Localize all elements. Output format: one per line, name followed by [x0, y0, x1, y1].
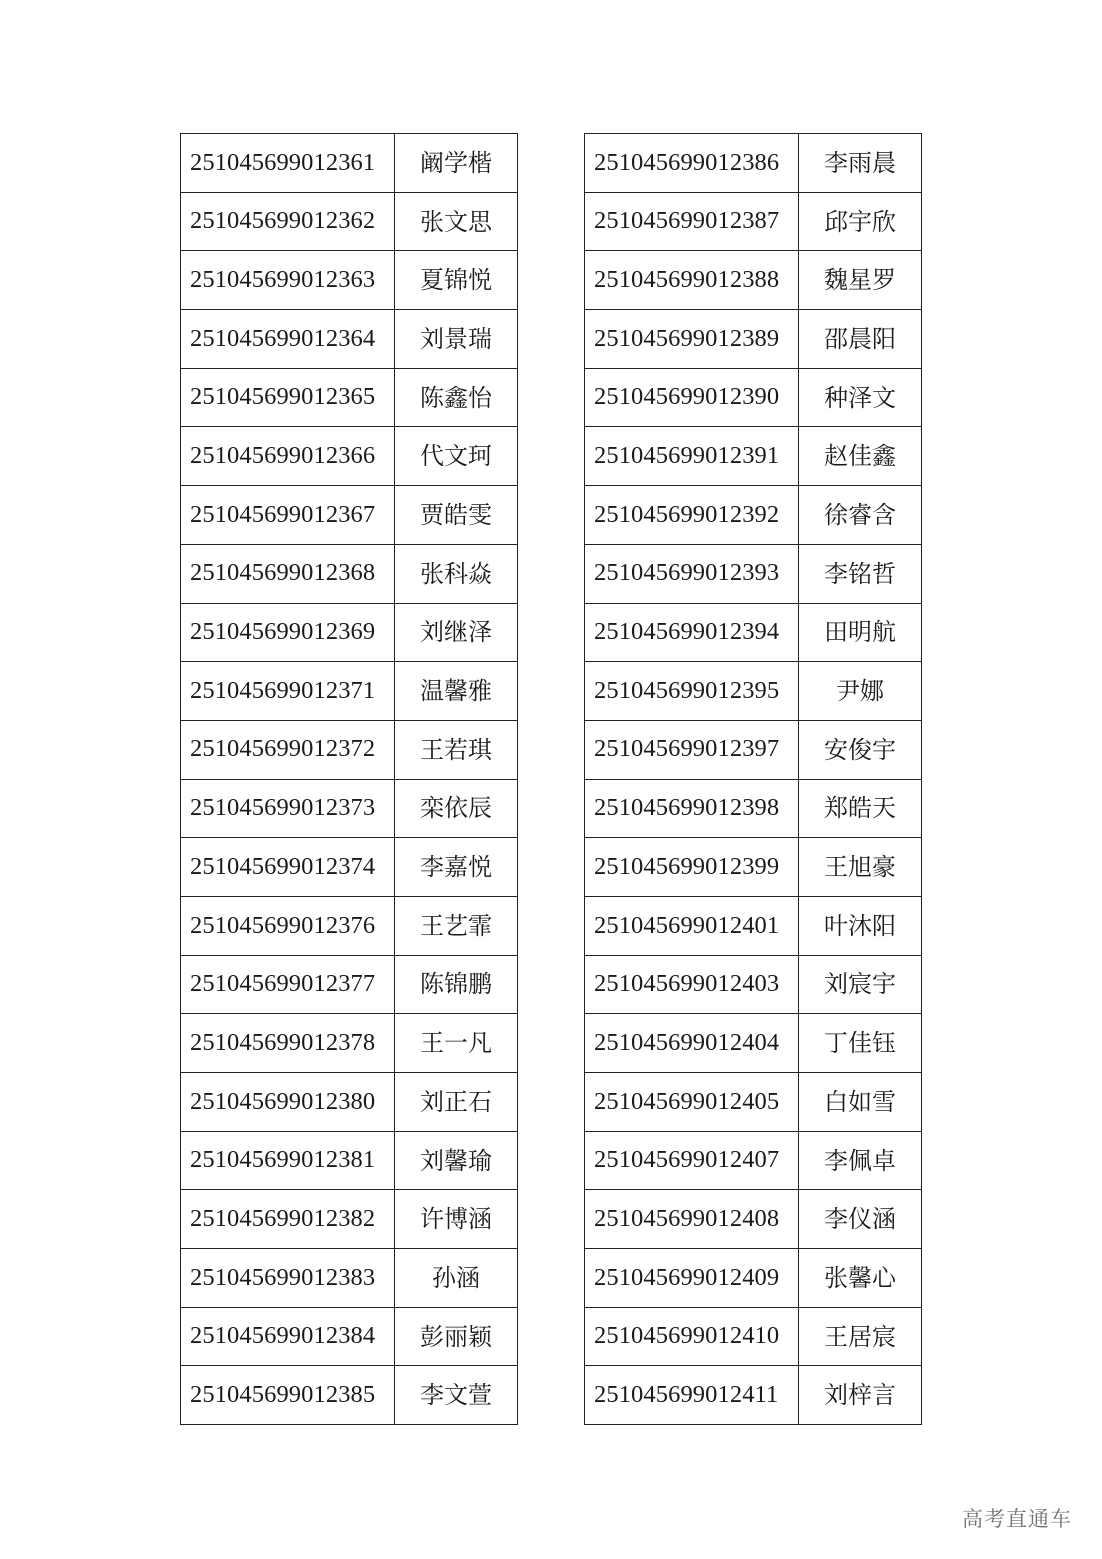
student-name-cell: 赵佳鑫 [799, 427, 922, 486]
exam-number-cell: 251045699012363 [181, 251, 395, 310]
table-row [585, 603, 922, 662]
table-row [585, 955, 922, 1014]
exam-number-cell: 251045699012404 [585, 1014, 799, 1073]
student-name-cell: 张科焱 [395, 544, 518, 603]
table-row [585, 134, 922, 193]
exam-number-cell: 251045699012394 [585, 603, 799, 662]
student-name-cell: 叶沐阳 [799, 896, 922, 955]
table-body-right [585, 134, 922, 1425]
student-name-cell: 李佩卓 [799, 1131, 922, 1190]
exam-number-cell: 251045699012387 [585, 192, 799, 251]
student-name-cell: 彭丽颖 [395, 1307, 518, 1366]
student-name-cell: 李嘉悦 [395, 838, 518, 897]
table-row [181, 720, 518, 779]
student-name-cell: 王居宸 [799, 1307, 922, 1366]
exam-number-cell: 251045699012403 [585, 955, 799, 1014]
table-row [181, 838, 518, 897]
table-row [181, 1307, 518, 1366]
exam-number-cell: 251045699012380 [181, 1073, 395, 1132]
table-row [585, 1190, 922, 1249]
table-body-left [181, 134, 518, 1425]
student-name-cell: 种泽文 [799, 368, 922, 427]
table-row [585, 1131, 922, 1190]
table-row [585, 838, 922, 897]
student-name-cell: 郑皓天 [799, 779, 922, 838]
student-name-cell: 王一凡 [395, 1014, 518, 1073]
exam-number-cell: 251045699012381 [181, 1131, 395, 1190]
exam-number-cell: 251045699012385 [181, 1366, 395, 1425]
student-name-cell: 阚学楷 [395, 134, 518, 193]
exam-number-cell: 251045699012407 [585, 1131, 799, 1190]
student-name-cell: 刘宸宇 [799, 955, 922, 1014]
exam-number-cell: 251045699012377 [181, 955, 395, 1014]
table-row [585, 1366, 922, 1425]
student-name-cell: 栾依辰 [395, 779, 518, 838]
student-name-cell: 徐睿含 [799, 486, 922, 545]
table-row [585, 251, 922, 310]
table-row [585, 1014, 922, 1073]
exam-number-cell: 251045699012378 [181, 1014, 395, 1073]
table-row [181, 251, 518, 310]
exam-number-cell: 251045699012367 [181, 486, 395, 545]
student-name-cell: 丁佳钰 [799, 1014, 922, 1073]
table-row [585, 1249, 922, 1308]
student-name-cell: 陈锦鹏 [395, 955, 518, 1014]
student-name-cell: 王若琪 [395, 720, 518, 779]
table-row [585, 896, 922, 955]
table-row [181, 134, 518, 193]
student-name-cell: 安俊宇 [799, 720, 922, 779]
exam-number-cell: 251045699012399 [585, 838, 799, 897]
table-row [585, 368, 922, 427]
table-row [181, 1366, 518, 1425]
exam-number-cell: 251045699012362 [181, 192, 395, 251]
exam-number-cell: 251045699012372 [181, 720, 395, 779]
exam-number-cell: 251045699012395 [585, 662, 799, 721]
table-row [181, 1131, 518, 1190]
table-row [181, 662, 518, 721]
student-name-cell: 夏锦悦 [395, 251, 518, 310]
exam-number-cell: 251045699012393 [585, 544, 799, 603]
student-name-cell: 田明航 [799, 603, 922, 662]
table-row [181, 368, 518, 427]
table-row [181, 1190, 518, 1249]
student-name-cell: 王旭豪 [799, 838, 922, 897]
exam-number-cell: 251045699012383 [181, 1249, 395, 1308]
student-name-cell: 李铭哲 [799, 544, 922, 603]
table-row [181, 1014, 518, 1073]
student-name-cell: 代文珂 [395, 427, 518, 486]
student-name-cell: 张文思 [395, 192, 518, 251]
student-name-cell: 刘正石 [395, 1073, 518, 1132]
table-row [585, 192, 922, 251]
exam-number-cell: 251045699012410 [585, 1307, 799, 1366]
exam-number-cell: 251045699012388 [585, 251, 799, 310]
exam-number-cell: 251045699012371 [181, 662, 395, 721]
exam-number-cell: 251045699012364 [181, 310, 395, 369]
table-row [181, 310, 518, 369]
exam-number-cell: 251045699012382 [181, 1190, 395, 1249]
exam-number-cell: 251045699012398 [585, 779, 799, 838]
exam-number-cell: 251045699012408 [585, 1190, 799, 1249]
student-name-cell: 温馨雅 [395, 662, 518, 721]
exam-number-cell: 251045699012397 [585, 720, 799, 779]
table-row [181, 192, 518, 251]
student-name-cell: 刘景瑞 [395, 310, 518, 369]
exam-number-cell: 251045699012411 [585, 1366, 799, 1425]
exam-number-cell: 251045699012389 [585, 310, 799, 369]
table-row [585, 310, 922, 369]
table-row [585, 779, 922, 838]
exam-number-cell: 251045699012384 [181, 1307, 395, 1366]
table-row [585, 1307, 922, 1366]
table-row [181, 896, 518, 955]
student-name-cell: 张馨心 [799, 1249, 922, 1308]
student-name-cell: 邱宇欣 [799, 192, 922, 251]
exam-number-cell: 251045699012368 [181, 544, 395, 603]
student-name-cell: 孙涵 [395, 1249, 518, 1308]
student-name-cell: 尹娜 [799, 662, 922, 721]
student-name-cell: 王艺霏 [395, 896, 518, 955]
exam-number-cell: 251045699012391 [585, 427, 799, 486]
student-table-left [180, 133, 518, 1425]
student-name-cell: 刘馨瑜 [395, 1131, 518, 1190]
table-row [585, 427, 922, 486]
exam-number-cell: 251045699012376 [181, 896, 395, 955]
exam-number-cell: 251045699012361 [181, 134, 395, 193]
exam-number-cell: 251045699012405 [585, 1073, 799, 1132]
exam-number-cell: 251045699012369 [181, 603, 395, 662]
exam-number-cell: 251045699012392 [585, 486, 799, 545]
student-name-cell: 刘梓言 [799, 1366, 922, 1425]
exam-number-cell: 251045699012401 [585, 896, 799, 955]
exam-number-cell: 251045699012390 [585, 368, 799, 427]
exam-number-cell: 251045699012365 [181, 368, 395, 427]
watermark-text: 高考直通车 [962, 1507, 1072, 1531]
exam-number-cell: 251045699012409 [585, 1249, 799, 1308]
table-row [181, 955, 518, 1014]
exam-number-cell: 251045699012386 [585, 134, 799, 193]
exam-number-cell: 251045699012374 [181, 838, 395, 897]
student-table-right [584, 133, 922, 1425]
student-name-cell: 李雨晨 [799, 134, 922, 193]
student-name-cell: 李文萱 [395, 1366, 518, 1425]
table-row [585, 1073, 922, 1132]
student-name-cell: 陈鑫怡 [395, 368, 518, 427]
table-row [585, 486, 922, 545]
student-name-cell: 许博涵 [395, 1190, 518, 1249]
table-row [585, 720, 922, 779]
student-name-cell: 白如雪 [799, 1073, 922, 1132]
table-row [585, 544, 922, 603]
table-row [181, 427, 518, 486]
student-name-cell: 贾皓雯 [395, 486, 518, 545]
table-row [181, 1073, 518, 1132]
student-name-cell: 邵晨阳 [799, 310, 922, 369]
table-row [181, 1249, 518, 1308]
table-row [181, 779, 518, 838]
table-row [585, 662, 922, 721]
student-name-cell: 李仪涵 [799, 1190, 922, 1249]
exam-number-cell: 251045699012373 [181, 779, 395, 838]
student-name-cell: 刘继泽 [395, 603, 518, 662]
exam-number-cell: 251045699012366 [181, 427, 395, 486]
table-row [181, 603, 518, 662]
table-row [181, 544, 518, 603]
student-name-cell: 魏星罗 [799, 251, 922, 310]
table-row [181, 486, 518, 545]
